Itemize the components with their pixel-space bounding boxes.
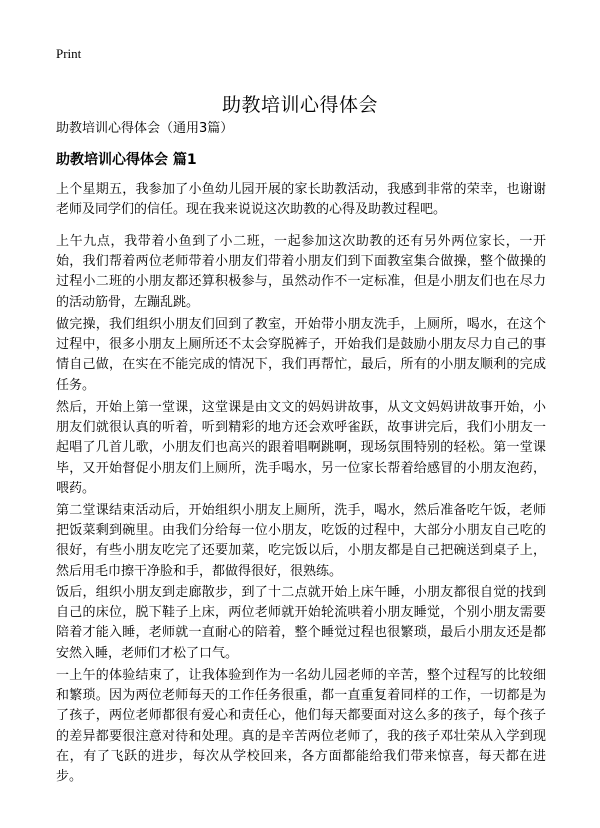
paragraph-2: 上午九点，我带着小鱼到了小二班，一起参加这次助教的还有另外两位家长，一开始，我们帮着两位老师带着小朋友们带着小朋友们到下面教室集合做操，整个做操的过程小二班的小朋友都还算积极参与，虽然动作不一定标准，但是小朋友们也在尽力的活动筋骨，左蹦乱跳。 [56, 234, 546, 310]
document-title: 助教培训心得体会 [221, 93, 378, 116]
print-link[interactable]: Print [56, 46, 82, 61]
paragraph-4: 然后，开始上第一堂课，这堂课是由文文的妈妈讲故事，从文文妈妈讲故事开始，小朋友们就很认真的听着，听到精彩的地方还会欢呼雀跃，故事讲完后，我们小朋友一起唱了几首儿歌，小朋友们也高兴的跟着唱啊跳啊，现场氛围特别的轻松。第一堂课毕，又开始督促小朋友们上厕所，洗手喝水，另一位家长帮着给感冒的小朋友泡药，喂药。 [56, 400, 546, 496]
paragraph-1: 上个星期五，我参加了小鱼幼儿园开展的家长助教活动，我感到非常的荣幸，也谢谢老师及同学们的信任。现在我来说说这次助教的心得及助教过程吧。 [56, 182, 546, 218]
paragraph-6: 饭后，组织小朋友到走廊散步，到了十二点就开始上床午睡，小朋友都很自觉的找到自己的床位，脱下鞋子上床，两位老师就开始轮流哄着小朋友睡觉，个别小朋友需要陪着才能入睡，老师就一直耐心的陪着，整个睡觉过程也很繁琐，最后小朋友还是都安然入睡，老师们才松了口气。 [56, 585, 546, 661]
paragraph-7: 一上午的体验结束了，让我体验到作为一名幼儿园老师的辛苦，整个过程写的比较细和繁琐。因为两位老师每天的工作任务很重，都一直重复着同样的工作，一切都是为了孩子，两位老师都很有爱心和责任心，他们每天都要面对这么多的孩子，每个孩子的差异都要很注意对待和处理。真的是辛苦两位老师了，我的孩子邓壮荣从入学到现在，有了飞跃的进步，每次从学校回来，各方面都能给我们带来惊喜，每天都在进步。 [56, 668, 546, 785]
document-subtitle: 助教培训心得体会（通用3篇） [56, 121, 234, 136]
section-heading: 助教培训心得体会 篇1 [56, 152, 197, 168]
paragraph-5: 第二堂课结束活动后，开始组织小朋友上厕所，洗手，喝水，然后准备吃午饭，老师把饭菜剩到碗里。由我们分给每一位小朋友，吃饭的过程中，大部分小朋友自己吃的很好，有些小朋友吃完了还要加菜，吃完饭以后，小朋友都是自己把碗送到桌子上，然后用毛巾擦干净脸和手，都做得很好，很熟练。 [56, 503, 546, 579]
paragraph-3: 做完操，我们组织小朋友们回到了教室，开始带小朋友洗手，上厕所，喝水，在这个过程中，很多小朋友上厕所还不太会穿脱裤子，开始我们是鼓励小朋友尽力自己的事情自己做，在实在不能完成的情况下，我们再帮忙，最后，所有的小朋友顺利的完成任务。 [56, 317, 546, 393]
